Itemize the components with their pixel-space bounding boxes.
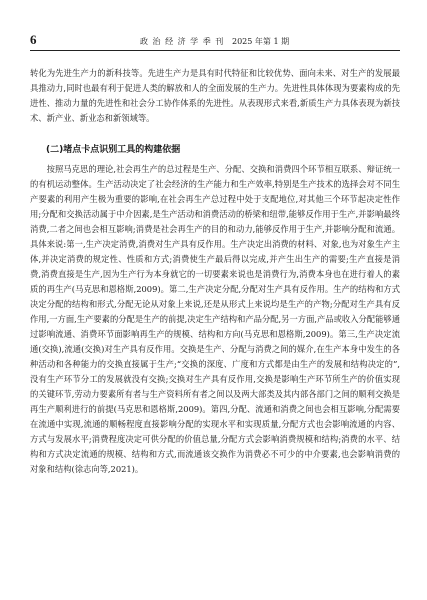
page-number: 6 <box>30 32 37 47</box>
journal-title: 政 治 经 济 学 季 刊 <box>140 37 225 46</box>
running-header <box>30 34 400 51</box>
intro-text-block <box>30 66 400 126</box>
main-text-block <box>30 162 400 477</box>
main-paragraph: 按照马克思的理论,社会再生产的总过程是生产、分配、交换和消费四个环节相互联系、辩证统一的有机运动整体。生产活动决定了社会经济的生产能力和生产效率,特别是生产技术的选择会对不同生产要素的利用产生极为重要的影响,在社会再生产总过程中处于支配地位,对其他三个环节起决定性作用;分配和交换活动属于中介因素,是生产活动和消费活动的桥梁和纽带,能够反作用于生产,并影响最终消费,二者之间也会相互影响;消费是社会再生产的目的和动力,能够反作用于生产,并影响分配和流通。具体来说:第一,生产决定消费,消费对生产具有反作用。生产决定出消费的材料、对象,也为对象生产主体,并决定消费的规定性、性质和方式;消费使生产最后得以完成,并产生出生产的需要;生产直接是消费,消费直接是生产,因为生产行为本身就它的一切要素来说也是消费行为,消费本身也在进行着人的素质的再生产(马克思和恩格斯,2009)。第二,生产决定分配,分配对生产具有反作用。生产的结构和方式决定分配的结构和形式,分配无论从对象上来说,还是从形式上来说均是生产的产物;分配对生产具有反作用,一方面,生产要素的分配是生产的前提,决定生产结构和产品分配,另一方面,产品或收入分配能够通过影响流通、消费环节面影响再生产的规模、结构和方向(马克思和恩格斯,2009)。第三,生产决定流通(交换),流通(交换)对生产具有反作用。交换是生产、分配与消费之间的媒介,在生产本身中发生的各种活动和各种能力的交换直接属于生产;“交换的深度、广度和方式都是由生产的发展和结构决定的”,没有生产环节分工的发展就没有交换;交换对生产具有反作用,交换是影响生产环节所生产的价值实现的关键环节,劳动力要素所有者与生产资料所有者之间以及两大部类及其内部各部门之间的顺利交换是再生产顺利进行的前提(马克思和恩格斯,2009)。第四,分配、流通和消费之间也会相互影响,分配需要在流通中实现,流通的顺畅程度直接影响分配的实现水平和实现质量,分配方式也会影响流通的内容、方式与发展水平;消费程度决定可供分配的价值总量,分配方式会影响消费规模和结构;消费的水平、结构和方式决定流通的规模、结构和方式,而流通该交换作为消费必不可少的中介要素,也会影响消费的对象和结构(徐志向等,2021)。 <box>30 164 400 474</box>
section-heading: (二)堵点卡点识别工具的构建依据 <box>46 145 181 155</box>
issue-label: 2025 年第 1 期 <box>232 37 290 46</box>
intro-paragraph: 转化为先进生产力的新科技等。先进生产力是具有时代特征和比较优势、面向未来、对生产的发展最具推动力,同时也最有利于促进人类的解放和人的全面发展的生产力。先进性具体体现为要素构成的先进性、推动力量的先进性和社会分工协作体系的先进性。从表现形式来看,新质生产力具体表现为新技术、新产业、新业态和新领域等。 <box>30 68 400 123</box>
